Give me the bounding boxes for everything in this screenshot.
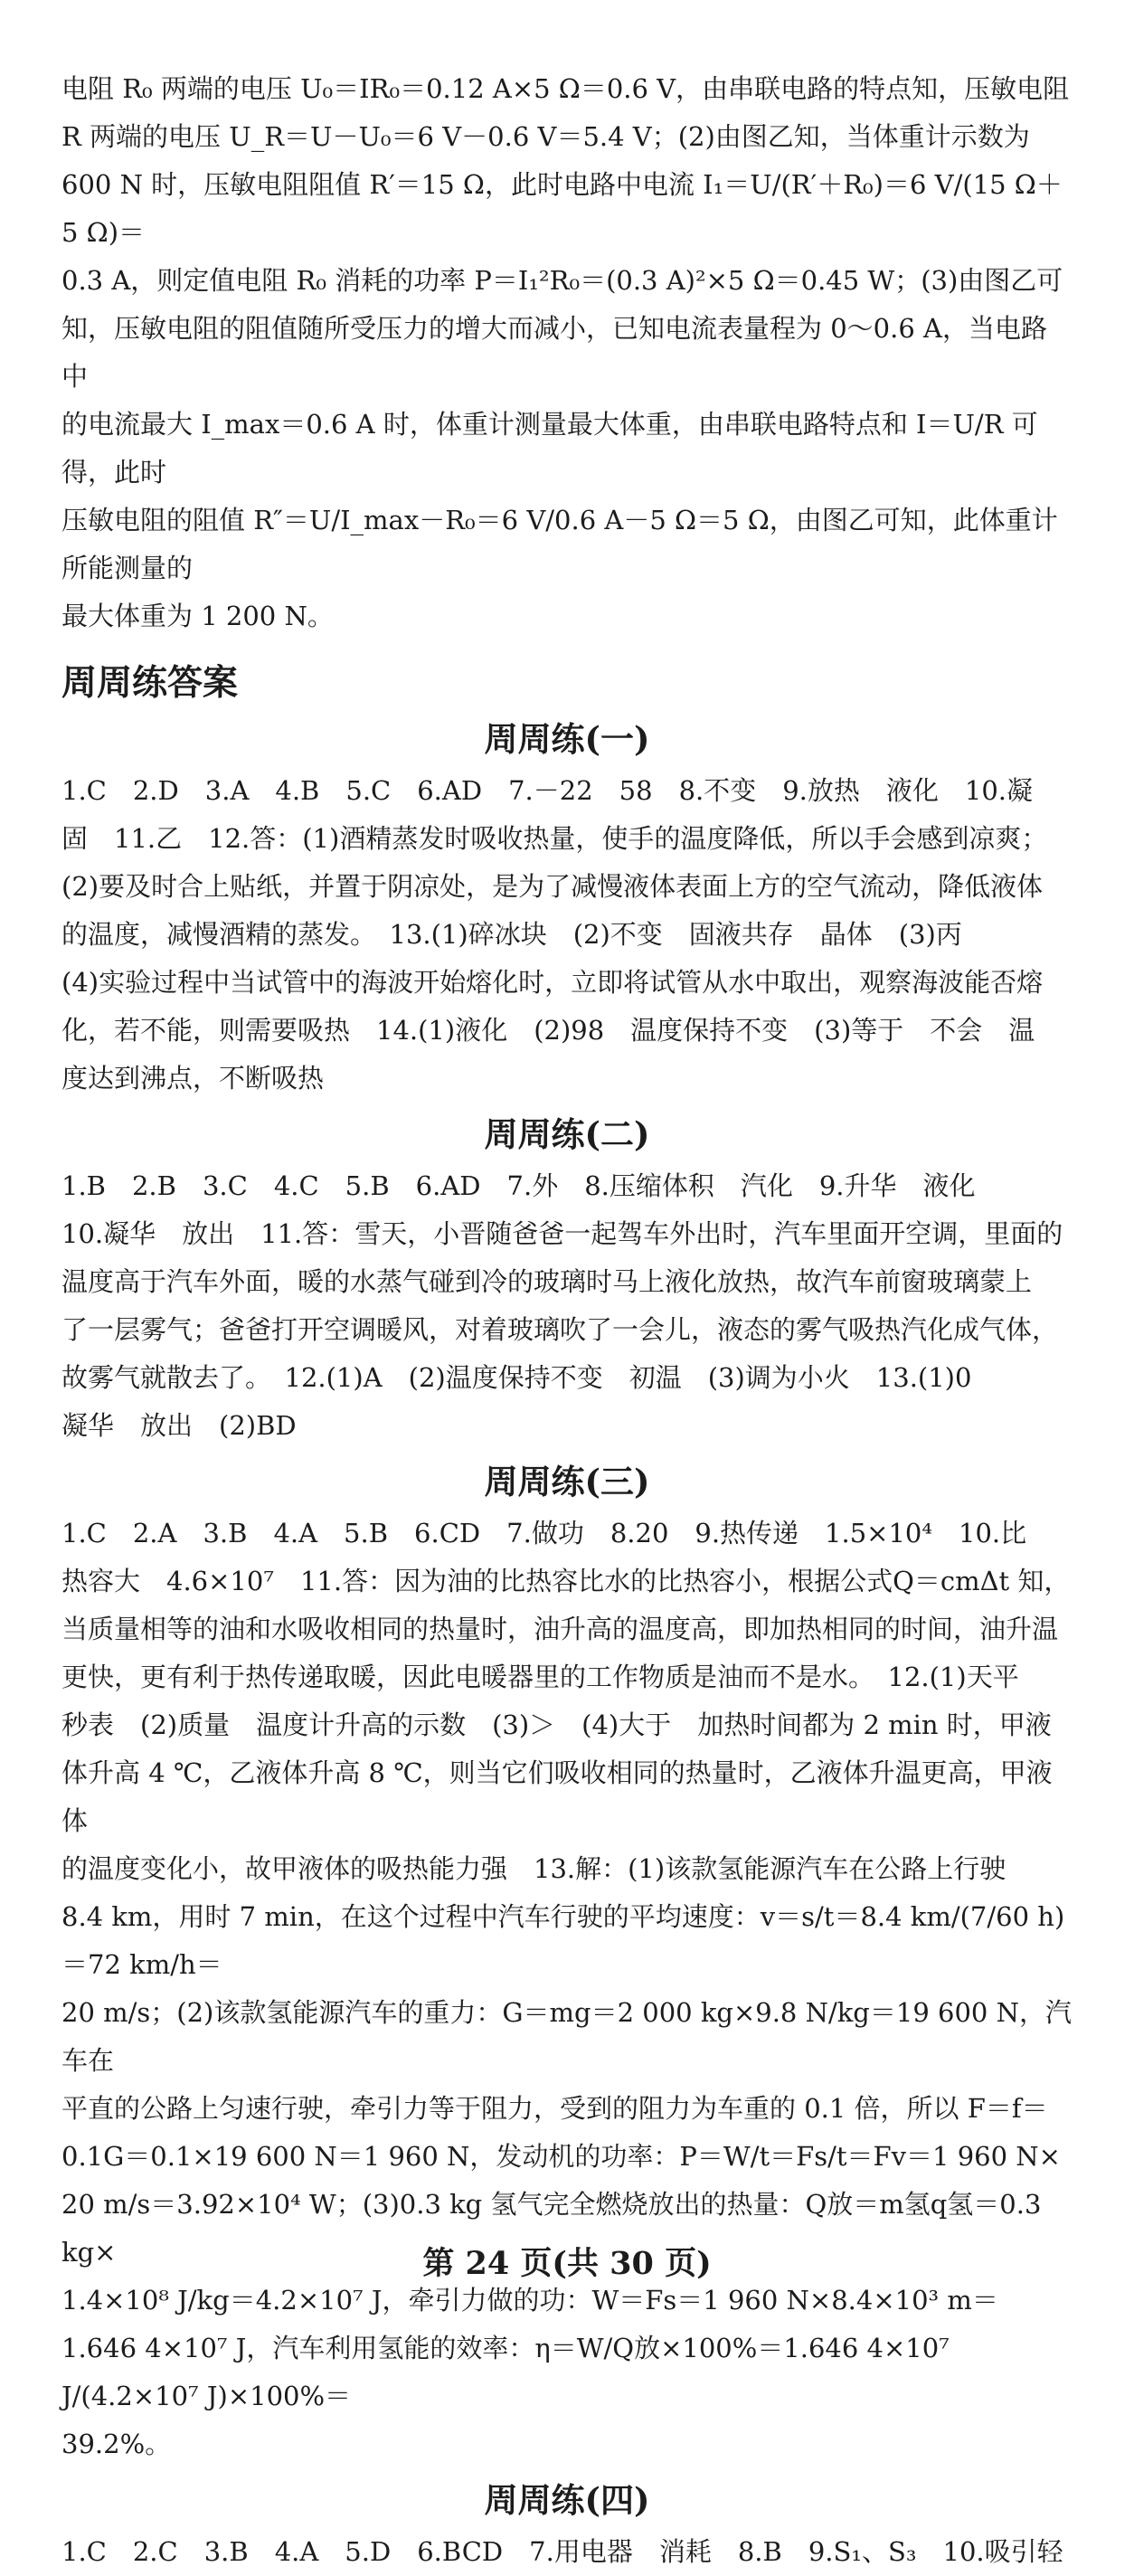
answer-line: 8.4 km，用时 7 min，在这个过程中汽车行驶的平均速度：v＝s/t＝8.4 km/(7/60 h)＝72 km/h＝ bbox=[61, 1901, 1065, 1980]
answer-line: (2)要及时合上贴纸，并置于阴凉处，是为了减慢液体表面上方的空气流动，降低液体 bbox=[61, 871, 1044, 902]
answer-line: 1.646 4×10⁷ J，汽车利用氢能的效率：η＝W/Q放×100%＝1.646 4×10⁷ J/(4.2×10⁷ J)×100%＝ bbox=[61, 2333, 950, 2411]
answer-line: 更快，更有利于热传递取暖，因此电暖器里的工作物质是油而不是水。 12.(1)天平 bbox=[61, 1662, 1019, 1692]
answer-line: 当质量相等的油和水吸收相同的热量时，油升高的温度高，即加热相同的时间，油升温 bbox=[61, 1614, 1059, 1644]
continuation-block bbox=[61, 65, 1073, 640]
answer-line: 20 m/s；(2)该款氢能源汽车的重力：G＝mg＝2 000 kg×9.8 N/kg＝19 600 N，汽车在 bbox=[61, 1997, 1072, 2076]
answer-line: 1.4×10⁸ J/kg＝4.2×10⁷ J，牵引力做的功：W＝Fs＝1 960 N×8.4×10³ m＝ bbox=[61, 2285, 998, 2316]
text-line: 0.3 A，则定值电阻 R₀ 消耗的功率 P＝I₁²R₀＝(0.3 A)²×5 Ω＝0.45 W；(3)由图乙可 bbox=[61, 265, 1063, 296]
answer-line: 温度高于汽车外面，暖的水蒸气碰到冷的玻璃时马上液化放热，故汽车前窗玻璃蒙上 bbox=[61, 1266, 1033, 1297]
answer-line: 了一层雾气；爸爸打开空调暖风，对着玻璃吹了一会儿，液态的雾气吸热汽化成气体， bbox=[61, 1314, 1059, 1345]
answer-line: 平直的公路上匀速行驶，牵引力等于阻力，受到的阻力为车重的 0.1 倍，所以 F＝f＝ bbox=[61, 2093, 1048, 2124]
answer-line: 度达到沸点，不断吸热 bbox=[61, 1063, 325, 1094]
text-line: 压敏电阻的阻值 R″＝U/I_max－R₀＝6 V/0.6 A－5 Ω＝5 Ω，由图乙可知，此体重计所能测量的 bbox=[61, 505, 1058, 583]
answer-line: 热容大 4.6×10⁷ 11.答：因为油的比热容比水的比热容小，根据公式Q＝cmΔt 知， bbox=[61, 1566, 1071, 1596]
answer-line: 体升高 4 ℃，乙液体升高 8 ℃，则当它们吸收相同的热量时，乙液体升温更高，甲液体 bbox=[61, 1757, 1053, 1836]
answer-line: 秒表 (2)质量 温度计升高的示数 (3)＞ (4)大于 加热时间都为 2 min 时，甲液 bbox=[61, 1709, 1052, 1740]
week-2-answers bbox=[61, 1106, 1073, 1450]
answer-line: 1.C 2.D 3.A 4.B 5.C 6.AD 7.－22 58 8.不变 9.放热 液化 10.凝 bbox=[61, 775, 1034, 806]
answer-line: 的温度变化小，故甲液体的吸热能力强 13.解：(1)该款氢能源汽车在公路上行驶 bbox=[61, 1853, 1006, 1884]
answer-line: 1.C 2.C 3.B 4.A 5.D 6.BCD 7.用电器 消耗 8.B 9.S₁、S₃ 10.吸引轻 bbox=[61, 2536, 1063, 2567]
text-line: 的电流最大 I_max＝0.6 A 时，体重计测量最大体重，由串联电路特点和 I＝U/R 可得，此时 bbox=[61, 409, 1038, 488]
answer-line: 化，若不能，则需要吸热 14.(1)液化 (2)98 温度保持不变 (3)等于 不会 温 bbox=[61, 1015, 1035, 1046]
answer-line: 凝华 放出 (2)BD bbox=[61, 1410, 297, 1441]
answer-line: 故雾气就散去了。 12.(1)A (2)温度保持不变 初温 (3)调为小火 13.(1)0 bbox=[61, 1362, 972, 1393]
text-line: 最大体重为 1 200 N。 bbox=[61, 601, 334, 631]
week-title: 周周练(三) bbox=[484, 1462, 650, 1501]
week-title: 周周练(二) bbox=[484, 1114, 650, 1154]
answer-line: 1.B 2.B 3.C 4.C 5.B 6.AD 7.外 8.压缩体积 汽化 9.升华 液化 bbox=[61, 1170, 976, 1201]
answer-line: 0.1G＝0.1×19 600 N＝1 960 N，发动机的功率：P＝W/t＝Fs/t＝Fv＝1 960 N× bbox=[61, 2141, 1061, 2172]
week-1-answers bbox=[61, 711, 1073, 1103]
answer-page bbox=[61, 65, 1073, 2576]
text-line: 600 N 时，压敏电阻阻值 R′＝15 Ω，此时电路中电流 I₁＝U/(R′＋R₀)＝6 V/(15 Ω＋5 Ω)＝ bbox=[61, 169, 1063, 248]
week-3-answers bbox=[61, 1454, 1073, 2468]
section-title: 周周练答案 bbox=[61, 663, 239, 704]
answer-line: 39.2%。 bbox=[61, 2429, 172, 2459]
answer-line: 20 m/s＝3.92×10⁴ W；(3)0.3 kg 氢气完全燃烧放出的热量：Q放＝m氢q氢＝0.3 kg× bbox=[61, 2189, 1042, 2268]
answer-line: 固 11.乙 12.答：(1)酒精蒸发时吸收热量，使手的温度降低，所以手会感到凉爽； bbox=[61, 823, 1048, 854]
text-line: 知，压敏电阻的阻值随所受压力的增大而减小，已知电流表量程为 0～0.6 A，当电路中 bbox=[61, 313, 1047, 392]
week-title: 周周练(四) bbox=[484, 2480, 650, 2520]
answer-line: 的温度，减慢酒精的蒸发。 13.(1)碎冰块 (2)不变 固液共存 晶体 (3)丙 bbox=[61, 919, 962, 950]
answer-line: 1.C 2.A 3.B 4.A 5.B 6.CD 7.做功 8.20 9.热传递 1.5×10⁴ 10.比 bbox=[61, 1518, 1027, 1548]
text-line: R 两端的电压 U_R＝U－U₀＝6 V－0.6 V＝5.4 V；(2)由图乙知，当体重计示数为 bbox=[61, 121, 1030, 152]
week-4-answers bbox=[61, 2472, 1073, 2576]
answer-line: 10.凝华 放出 11.答：雪天，小晋随爸爸一起驾车外出时，汽车里面开空调，里面的 bbox=[61, 1218, 1063, 1249]
text-line: 电阻 R₀ 两端的电压 U₀＝IR₀＝0.12 A×5 Ω＝0.6 V，由串联电路的特点知，压敏电阻 bbox=[61, 73, 1070, 104]
page-footer: 第 24 页(共 30 页) bbox=[422, 2245, 712, 2282]
week-title: 周周练(一) bbox=[484, 719, 650, 759]
answer-line: (4)实验过程中当试管中的海波开始熔化时，立即将试管从水中取出，观察海波能否熔 bbox=[61, 967, 1044, 998]
